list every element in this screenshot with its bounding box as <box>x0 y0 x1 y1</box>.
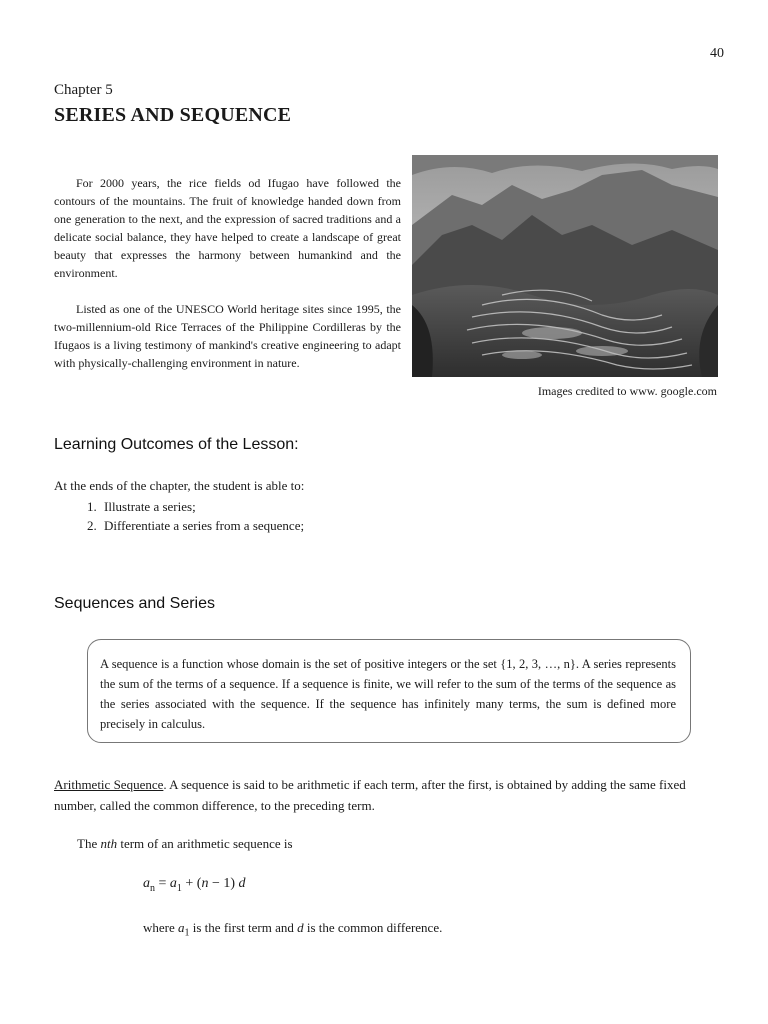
where-prefix: where <box>143 920 179 935</box>
intro-paragraph: For 2000 years, the rice fields od Ifugao have followed the contours of the mountains. The fruit of knowledge handed down from one generation to the next, and the expression of sacred traditions and a delicate social balance, they have helped to create a landscape of great beauty that expresses the harmony between humankind and the environment. <box>54 176 401 280</box>
where-a: a <box>178 920 185 935</box>
formula-a: a <box>169 876 177 891</box>
chapter-label: Chapter 5 <box>54 82 113 98</box>
nth-term-formula <box>143 876 246 894</box>
page-number: 40 <box>710 46 724 61</box>
chapter-title: SERIES AND SEQUENCE <box>54 104 292 126</box>
nth-prefix: The <box>77 836 101 851</box>
outcomes-list <box>54 497 304 535</box>
where-a-sub: 1 <box>184 927 190 939</box>
arithmetic-paragraph <box>54 774 724 816</box>
water-patch <box>576 346 628 356</box>
water-patch <box>502 351 542 359</box>
formula-plus: + ( <box>181 876 202 891</box>
list-item: 1. Illustrate a series; <box>100 497 304 516</box>
image-credit: Images credited to www. google.com <box>537 384 717 398</box>
formula-n: n <box>201 876 209 891</box>
formula-lhs-sub: n <box>150 882 155 894</box>
intro-paragraph: Listed as one of the UNESCO World heritage sites since 1995, the two-millennium-old Rice Terraces of the Philippine Cordilleras by the Ifugaos is a living testimony of mankind's creative engineering to adapt with physically-challenging environment in nature. <box>54 302 401 370</box>
where-line <box>143 920 442 939</box>
definition-box: A sequence is a function whose domain is the set of positive integers or the set {1, 2, 3, …, n}. A series represents the sum of the terms of a sequence. If a sequence is finite, we will refer to the sum of the terms of the sequence as the series associated with the sequence. If the sequence has infinitely many terms, the sum is defined more precisely in calculus. <box>87 639 691 743</box>
rice-terraces-photo <box>412 155 718 377</box>
formula-a-sub: 1 <box>176 882 182 894</box>
formula-eq: = <box>155 876 170 891</box>
formula-d: d <box>238 876 246 891</box>
water-patch <box>522 327 582 339</box>
arithmetic-term: Arithmetic Sequence <box>54 777 164 792</box>
where-middle: is the first term and <box>189 920 298 935</box>
list-item: 2. Differentiate a series from a sequence; <box>100 516 304 535</box>
nth-suffix: term of an arithmetic sequence is <box>117 836 293 851</box>
where-d: d <box>297 920 304 935</box>
formula-minus-one: − 1) <box>208 876 239 891</box>
learning-outcomes-heading: Learning Outcomes of the Lesson: <box>54 436 299 453</box>
outcomes-intro: At the ends of the chapter, the student is able to: <box>54 478 305 493</box>
intro-text <box>54 174 401 390</box>
nth-term-line <box>77 836 293 852</box>
sequences-series-heading: Sequences and Series <box>54 595 215 612</box>
formula-lhs: a <box>143 876 150 891</box>
arithmetic-definition: . A sequence is said to be arithmetic if each term, after the first, is obtained by adding the same fixed number, called the common difference, to the preceding term. <box>54 777 686 813</box>
nth-var: nth <box>100 836 118 851</box>
where-suffix: is the common difference. <box>303 920 443 935</box>
